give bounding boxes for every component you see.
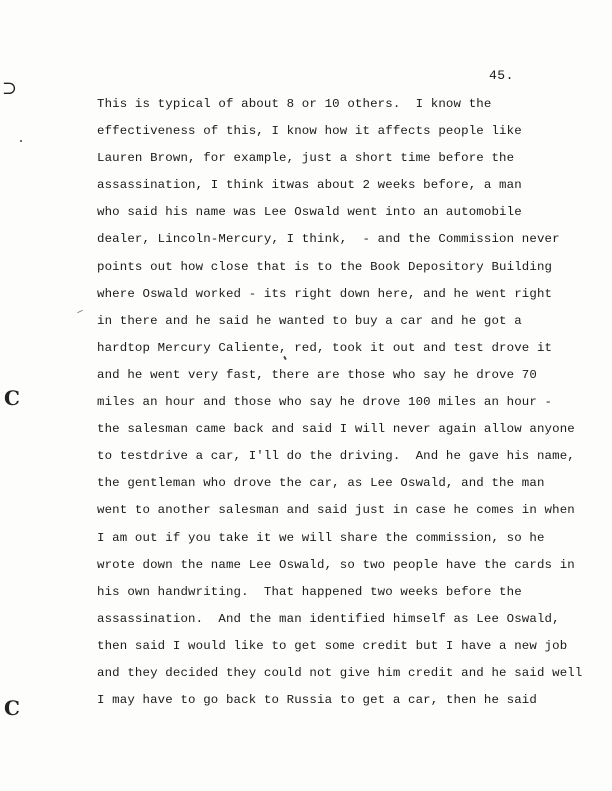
text-line: and he went very fast, there are those who say he drove 70 — [97, 367, 537, 382]
text-line: miles an hour and those who say he drove 100 miles an hour - — [97, 395, 553, 410]
text-line: I may have to go back to Russia to get a car, then he said — [97, 693, 537, 708]
text-line: then said I would like to get some credit but I have a new job — [97, 638, 568, 653]
text-line: Lauren Brown, for example, just a short time before the — [97, 151, 515, 166]
hole-punch-mark: ⊃ — [2, 78, 18, 99]
text-line: and they decided they could not give him credit and he said well — [97, 665, 583, 680]
text-line: hardtop Mercury Caliente, red, took it out and test drove it — [97, 340, 553, 355]
text-line: assassination. And the man identified himself as Lee Oswald, — [97, 611, 560, 626]
text-line: where Oswald worked - its right down here, and he went right — [97, 286, 553, 301]
scan-speck — [77, 310, 83, 313]
text-line: wrote down the name Lee Oswald, so two people have the cards in — [97, 557, 575, 572]
hole-punch-mark: C — [4, 696, 20, 720]
text-line: in there and he said he wanted to buy a car and he got a — [97, 313, 522, 328]
text-line: the salesman came back and said I will never again allow anyone — [97, 422, 575, 437]
text-line: dealer, Lincoln-Mercury, I think, - and the Commission never — [97, 232, 560, 247]
text-line: to testdrive a car, I'll do the driving. And he gave his name, — [97, 449, 575, 464]
text-line: who said his name was Lee Oswald went into an automobile — [97, 205, 522, 220]
text-line: This is typical of about 8 or 10 others. I know the — [97, 97, 492, 111]
page-number: 45. — [489, 68, 514, 83]
text-line: points out how close that is to the Book Depository Building — [97, 259, 553, 274]
text-line: assassination, I think itwas about 2 weeks before, a man — [97, 178, 522, 193]
text-line: went to another salesman and said just in case he comes in when — [97, 503, 575, 518]
typed-text-body — [97, 94, 583, 717]
text-line: effectiveness of this, I know how it affects people like — [97, 124, 522, 139]
text-line: I am out if you take it we will share the commission, so he — [97, 530, 545, 545]
hole-punch-mark: C — [4, 386, 20, 410]
text-line: his own handwriting. That happened two weeks before the — [97, 584, 522, 599]
scan-speck — [20, 140, 22, 142]
text-line: the gentleman who drove the car, as Lee Oswald, and the man — [97, 476, 545, 491]
